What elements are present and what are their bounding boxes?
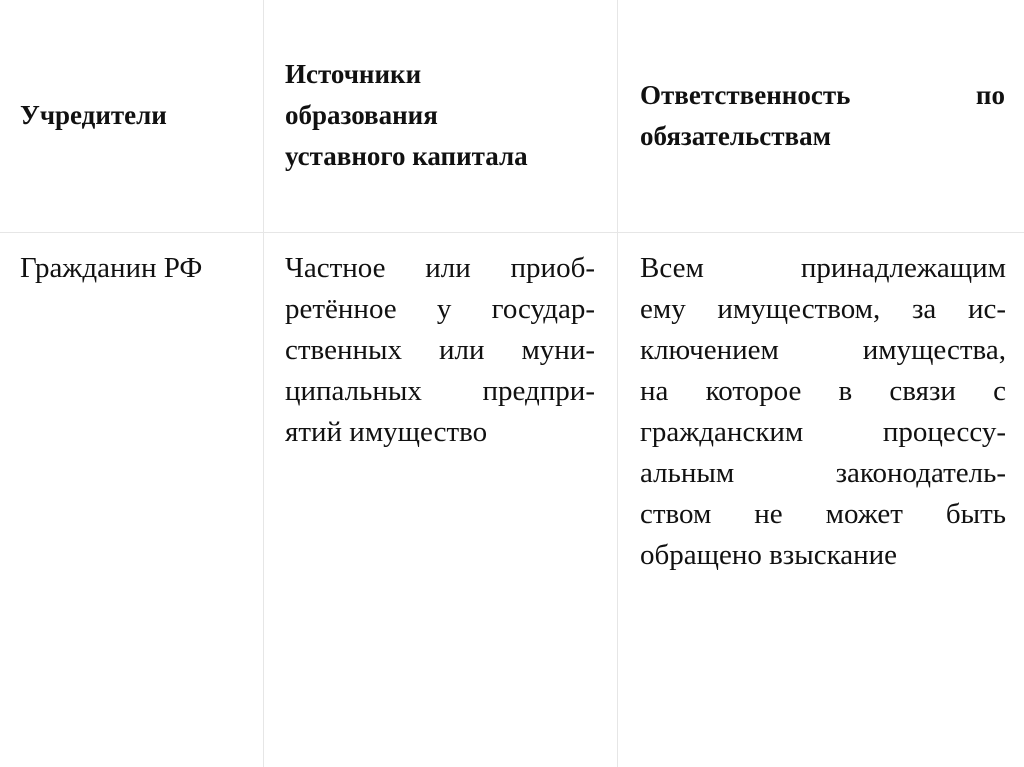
text-line: ятий имущество [285, 416, 488, 448]
row-divider [0, 232, 1024, 233]
text-line: Всем принадлежащим [640, 252, 1006, 284]
header-line: Ответственность по [640, 80, 1005, 110]
founder-text: Гражданин РФ [20, 252, 203, 284]
text-line: на которое в связи с [640, 375, 1006, 407]
text-line: ему имуществом, за ис- [640, 293, 1006, 325]
text-line: ретённое у государ- [285, 293, 595, 325]
cell-capital-source [285, 248, 595, 453]
header-capital-sources [285, 54, 605, 177]
cell-liability [640, 248, 1006, 576]
header-line: образования [285, 100, 438, 130]
header-liability [640, 75, 1005, 157]
header-founders [20, 95, 250, 136]
text-line: альным законодатель- [640, 457, 1006, 489]
header-line: обязательствам [640, 121, 831, 151]
text-line: ственных или муни- [285, 334, 595, 366]
column-divider [263, 0, 264, 767]
text-line: ципальных предпри- [285, 375, 595, 407]
column-divider [617, 0, 618, 767]
text-line: Частное или приоб- [285, 252, 595, 284]
text-line: гражданским процессу- [640, 416, 1006, 448]
text-line: ключением имущества, [640, 334, 1006, 366]
header-founders-text: Учредители [20, 100, 167, 130]
text-line: обращено взыскание [640, 539, 898, 571]
cell-founder [20, 248, 255, 289]
header-line: уставного капитала [285, 141, 528, 171]
header-line: Источники [285, 59, 422, 89]
text-line: ством не может быть [640, 498, 1006, 530]
